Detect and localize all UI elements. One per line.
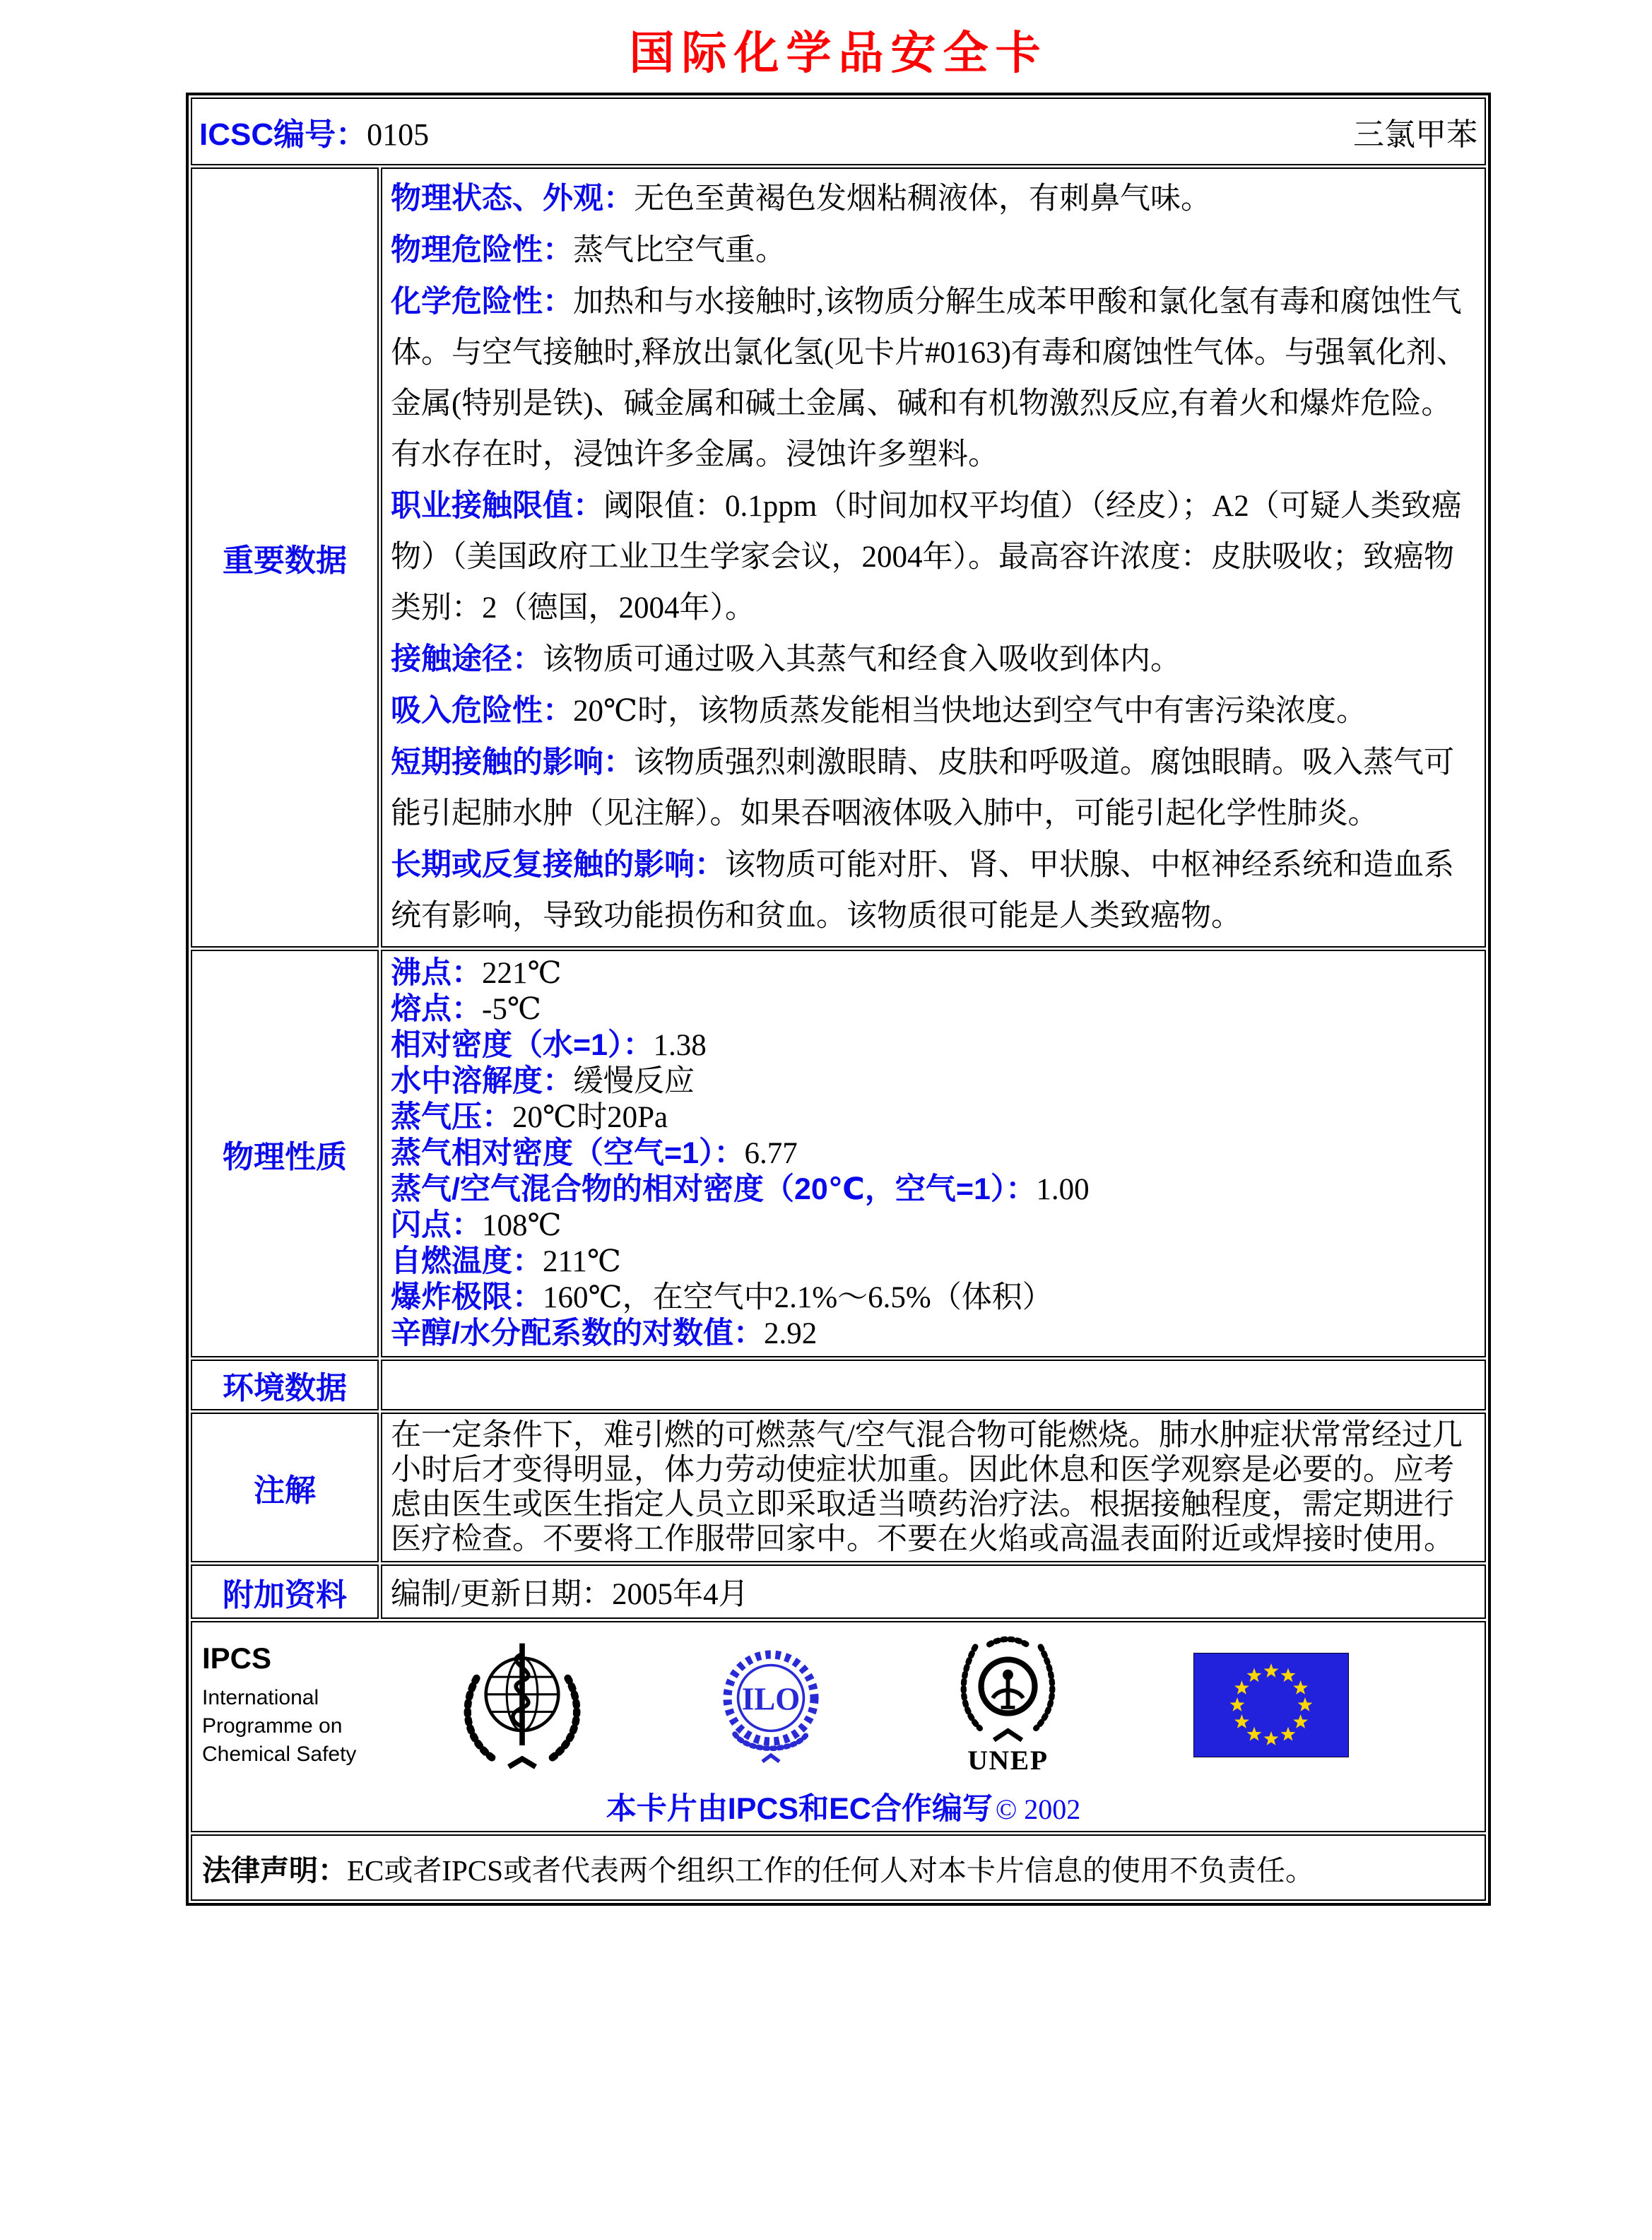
property-value: 221℃ xyxy=(482,957,562,990)
field-inhalation-risk xyxy=(391,685,1476,737)
notes-cell xyxy=(381,1413,1486,1562)
notes-text: 在一定条件下，难引燃的可燃蒸气/空气混合物可能燃烧。肺水肿症状常常经过几小时后才变得明显，体力劳动使症状加重。因此休息和医学观察是必要的。应考虑由医生或医生指定人员立即采取适当喷药治疗法。根据接触程度，需定期进行医疗检查。不要将工作服带回家中。不要在火焰或高温表面附近或焊接时使用。 xyxy=(391,1419,1463,1556)
icsc-number xyxy=(199,109,429,154)
physical-property xyxy=(391,1027,1476,1063)
header-content xyxy=(199,109,1477,154)
unep-label: UNEP xyxy=(967,1744,1049,1775)
footer-cell xyxy=(191,1621,1486,1832)
ipcs-title: IPCS xyxy=(202,1641,272,1675)
physical-property xyxy=(391,991,1476,1027)
field-text: 该物质可能对肝、肾、甲状腺、中枢神经系统和造血系统有影响，导致功能损伤和贫血。该物质很可能是人类致癌物。 xyxy=(391,849,1454,933)
field-text: 阈限值：0.1ppm（时间加权平均值）（经皮）；A2（可疑人类致癌物）（美国政府工业卫生学家会议，2004年）。最高容许浓度：皮肤吸收；致癌物类别：2（德国，2004年）。 xyxy=(391,490,1462,625)
property-value: 108℃ xyxy=(482,1209,562,1242)
legal-text: EC或者IPCS或者代表两个组织工作的任何人对本卡片信息的使用不负责任。 xyxy=(347,1853,1314,1887)
row-label-notes: 注解 xyxy=(191,1413,379,1562)
logo-row xyxy=(202,1631,1485,1779)
property-label: 相对密度（水=1）： xyxy=(391,1028,654,1062)
chemical-name: 三氯甲苯 xyxy=(1353,117,1477,152)
legal-row xyxy=(191,1834,1486,1901)
property-label: 水中溶解度： xyxy=(391,1064,573,1098)
icsc-card-table xyxy=(186,93,1491,1906)
field-label: 化学危险性： xyxy=(391,285,573,319)
physical-property xyxy=(391,1063,1476,1100)
property-label: 闪点： xyxy=(391,1208,482,1242)
notes-row xyxy=(191,1413,1486,1562)
field-long-term-effects xyxy=(391,839,1476,942)
field-text: 无色至黄褐色发烟粘稠液体，有刺鼻气味。 xyxy=(634,182,1211,216)
footer-row xyxy=(191,1621,1486,1832)
field-label: 长期或反复接触的影响： xyxy=(391,848,725,882)
icsc-number-value: 0105 xyxy=(367,117,430,152)
environmental-data-cell xyxy=(381,1360,1486,1410)
property-label: 自燃温度： xyxy=(391,1244,543,1278)
ilo-label: ILO xyxy=(741,1681,801,1716)
header-cell xyxy=(191,98,1486,165)
property-label: 蒸气/空气混合物的相对密度（20℃，空气=1）： xyxy=(391,1172,1037,1206)
physical-properties-cell xyxy=(381,950,1486,1357)
field-label: 物理状态、外观： xyxy=(391,182,634,216)
field-text: 该物质强烈刺激眼睛、皮肤和呼吸道。腐蚀眼睛。吸入蒸气可能引起肺水肿（见注解）。如果吞咽液体吸入肺中，可能引起化学性肺炎。 xyxy=(391,746,1454,830)
property-value: 160℃，在空气中2.1%～6.5%（体积） xyxy=(543,1281,1053,1314)
row-label-environment: 环境数据 xyxy=(191,1360,379,1410)
field-exposure-routes xyxy=(391,634,1476,685)
important-data-row xyxy=(191,167,1486,948)
physical-property xyxy=(391,1172,1476,1208)
property-label: 蒸气压： xyxy=(391,1100,512,1134)
physical-property xyxy=(391,955,1476,991)
row-label-important: 重要数据 xyxy=(191,167,379,948)
field-text: 蒸气比空气重。 xyxy=(573,234,786,267)
additional-info-row xyxy=(191,1564,1486,1619)
field-label: 职业接触限值： xyxy=(391,489,603,523)
field-label: 短期接触的影响： xyxy=(391,745,634,779)
property-value: -5℃ xyxy=(482,993,541,1026)
physical-property xyxy=(391,1208,1476,1244)
update-date: 编制/更新日期：2005年4月 xyxy=(391,1578,749,1611)
footer-caption-text: 本卡片由IPCS和EC合作编写 xyxy=(606,1792,993,1826)
field-text: 加热和与水接触时,该物质分解生成苯甲酸和氯化氢有毒和腐蚀性气体。与空气接触时,释放出氯化氢(见卡片#0163)有毒和腐蚀性气体。与强氧化剂、金属(特别是铁)、碱金属和碱土金属、碱和有机物激烈反应,有着火和爆炸危险。有水存在时，浸蚀许多金属。浸蚀许多塑料。 xyxy=(391,285,1467,471)
footer-copyright: © 2002 xyxy=(995,1793,1081,1825)
page-title: 国际化学品安全卡 xyxy=(629,28,1048,78)
field-text: 该物质可通过吸入其蒸气和经食入吸收到体内。 xyxy=(543,643,1181,676)
property-value: 211℃ xyxy=(543,1245,622,1278)
who-logo-icon xyxy=(455,1638,589,1772)
property-label: 蒸气相对密度（空气=1）： xyxy=(391,1136,745,1170)
ipcs-subtitle-line: Chemical Safety xyxy=(202,1743,357,1766)
property-value: 2.92 xyxy=(763,1317,818,1350)
field-label: 吸入危险性： xyxy=(391,694,573,728)
icsc-number-label: ICSC编号： xyxy=(199,117,367,152)
field-short-term-effects xyxy=(391,737,1476,839)
field-physical-danger xyxy=(391,225,1476,276)
physical-property xyxy=(391,1280,1476,1316)
legal-cell xyxy=(191,1834,1486,1901)
property-value: 6.77 xyxy=(744,1137,798,1170)
physical-property xyxy=(391,1244,1476,1280)
property-label: 沸点： xyxy=(391,956,482,990)
physical-property xyxy=(391,1316,1476,1352)
property-label: 熔点： xyxy=(391,992,482,1026)
property-label: 爆炸极限： xyxy=(391,1280,543,1314)
row-label-physical: 物理性质 xyxy=(191,950,379,1357)
physical-property xyxy=(391,1136,1476,1172)
property-label: 辛醇/水分配系数的对数值： xyxy=(391,1316,764,1350)
important-data-cell xyxy=(381,167,1486,948)
unep-logo-icon xyxy=(950,1635,1066,1775)
ilo-logo-icon xyxy=(718,1645,824,1766)
legal-label: 法律声明： xyxy=(202,1853,347,1887)
property-value: 1.00 xyxy=(1036,1173,1090,1206)
ipcs-subtitle-line: International xyxy=(202,1686,319,1709)
field-physical-state xyxy=(391,173,1476,225)
footer-caption xyxy=(202,1785,1485,1828)
additional-info-cell xyxy=(381,1564,1486,1619)
field-chemical-danger xyxy=(391,276,1476,481)
eu-flag-icon xyxy=(1193,1653,1349,1757)
physical-properties-row xyxy=(191,950,1486,1357)
ipcs-block xyxy=(202,1641,408,1769)
physical-property xyxy=(391,1100,1476,1136)
header-row xyxy=(191,98,1486,165)
row-label-additional: 附加资料 xyxy=(191,1564,379,1619)
property-value: 20℃时20Pa xyxy=(512,1101,668,1134)
field-text: 20℃时，该物质蒸发能相当快地达到空气中有害污染浓度。 xyxy=(573,695,1367,728)
field-occupational-limits xyxy=(391,481,1476,634)
environmental-data-row xyxy=(191,1360,1486,1410)
field-label: 物理危险性： xyxy=(391,233,573,267)
property-value: 缓慢反应 xyxy=(573,1065,695,1098)
field-label: 接触途径： xyxy=(391,642,543,676)
ipcs-subtitle-line: Programme on xyxy=(202,1714,343,1738)
property-value: 1.38 xyxy=(653,1029,707,1062)
